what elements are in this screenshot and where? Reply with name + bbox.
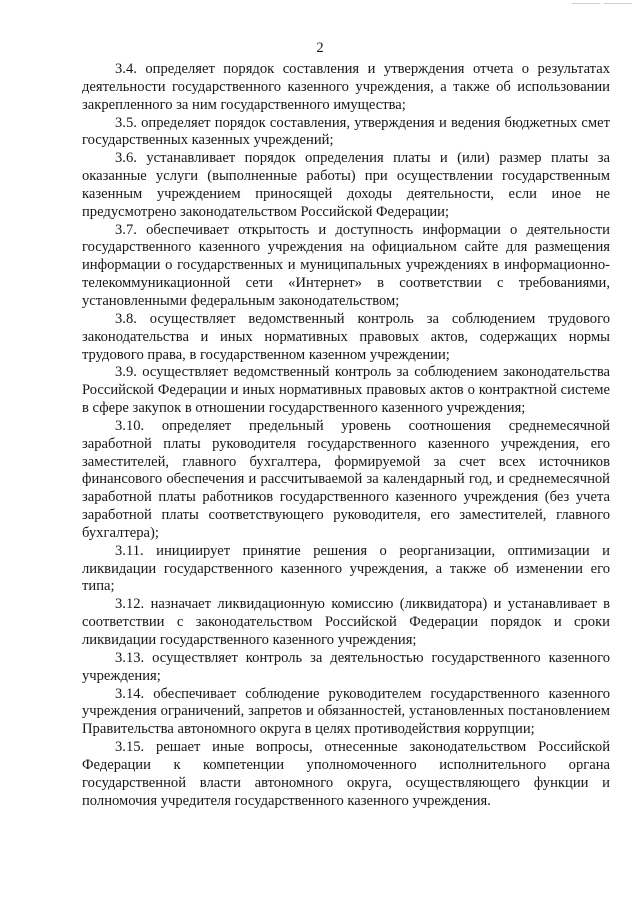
clause-number: 3.6.: [115, 150, 137, 167]
clause-text: обеспечивает открытость и доступность информации о деятельности государственного казенного учреждения на официальном сайте для размещения информации о государственных и муниципальных учреждениях в информационно-телекоммуникационной сети «Интернет» в соответствии с требованиями, установленными федеральным законодательством;: [82, 221, 610, 309]
clause-number: 3.9.: [115, 364, 137, 381]
paragraph-3-13: [82, 650, 610, 686]
clause-text: определяет порядок составления и утверждения отчета о результатах деятельности государственного казенного учреждения, а также об использовании закрепленного за ним государственного имущества;: [82, 61, 610, 113]
clause-text: определяет предельный уровень соотношения среднемесячной заработной платы руководителя государственного казенного учреждения, его заместителей, главного бухгалтера, формируемой за счет всех источников финансового обеспечения и рассчитываемой за календарный год, и среднемесячной заработной платы работников государственного казенного учреждения (без учета заработной платы соответствующего руководителя, его заместителей, главного бухгалтера);: [82, 417, 610, 541]
clause-number: 3.4.: [115, 61, 137, 77]
clause-text: инициирует принятие решения о реорганизации, оптимизации и ликвидации государственного казенного учреждения, а также об изменении его типа;: [82, 542, 610, 595]
document-body: [82, 61, 610, 810]
clause-number: 3.5.: [115, 114, 137, 131]
paragraph-3-4: [82, 61, 610, 115]
clause-number: 3.12.: [115, 596, 145, 613]
clause-number: 3.8.: [115, 310, 137, 327]
clause-number: 3.7.: [115, 221, 137, 238]
paragraph-3-5: [82, 115, 610, 151]
paragraph-3-6: [82, 150, 610, 221]
clause-number: 3.13.: [115, 649, 145, 666]
clause-number: 3.14.: [115, 685, 145, 702]
paragraph-3-7: [82, 222, 610, 311]
clause-text: назначает ликвидационную комиссию (ликвидатора) и устанавливает в соответствии с законодательством Российской Федерации порядок и сроки ликвидации государственного казенного учреждения;: [82, 596, 611, 648]
paragraph-3-8: [82, 311, 610, 365]
corner-scan-marks: [572, 3, 632, 4]
paragraph-3-10: [82, 418, 610, 543]
paragraph-3-12: [82, 596, 610, 650]
clause-number: 3.10.: [115, 417, 145, 434]
clause-text: устанавливает порядок определения платы и (или) размер платы за оказанные услуги (выполненные работы) при осуществлении государственным казенным учреждением приносящей доходы деятельности, если иное не предусмотрено законодательством Российской Федерации;: [82, 150, 611, 220]
clause-text: решает иные вопросы, отнесенные законодательством Российской Федерации к компетенции уполномоченного исполнительного органа государственной власти автономного округа, осуществляющего функции и полномочия учредителя государственного казенного учреждения.: [82, 739, 611, 809]
clause-text: обеспечивает соблюдение руководителем государственного казенного учреждения ограничений, запретов и обязанностей, установленных постановлением Правительства автономного округа в целях противодействия коррупции;: [82, 685, 610, 738]
paragraph-3-14: [82, 686, 610, 740]
clause-number: 3.11.: [115, 542, 144, 559]
paragraph-3-11: [82, 543, 610, 597]
page-number: 2: [316, 40, 324, 56]
clause-number: 3.15.: [115, 739, 145, 756]
clause-text: осуществляет ведомственный контроль за соблюдением трудового законодательства и иных нормативных правовых актов, содержащих нормы трудового права, в государственном казенном учреждении;: [82, 310, 611, 363]
paragraph-3-15: [82, 739, 610, 810]
clause-text: осуществляет ведомственный контроль за соблюдением законодательства Российской Федерации и иных нормативных правовых актов о контрактной системе в сфере закупок в отношении государственного казенного учреждения;: [82, 364, 610, 417]
clause-text: осуществляет контроль за деятельностью государственного казенного учреждения;: [82, 649, 610, 684]
clause-text: определяет порядок составления, утверждения и ведения бюджетных смет государственных казенных учреждений;: [82, 114, 610, 149]
paragraph-3-9: [82, 364, 610, 418]
